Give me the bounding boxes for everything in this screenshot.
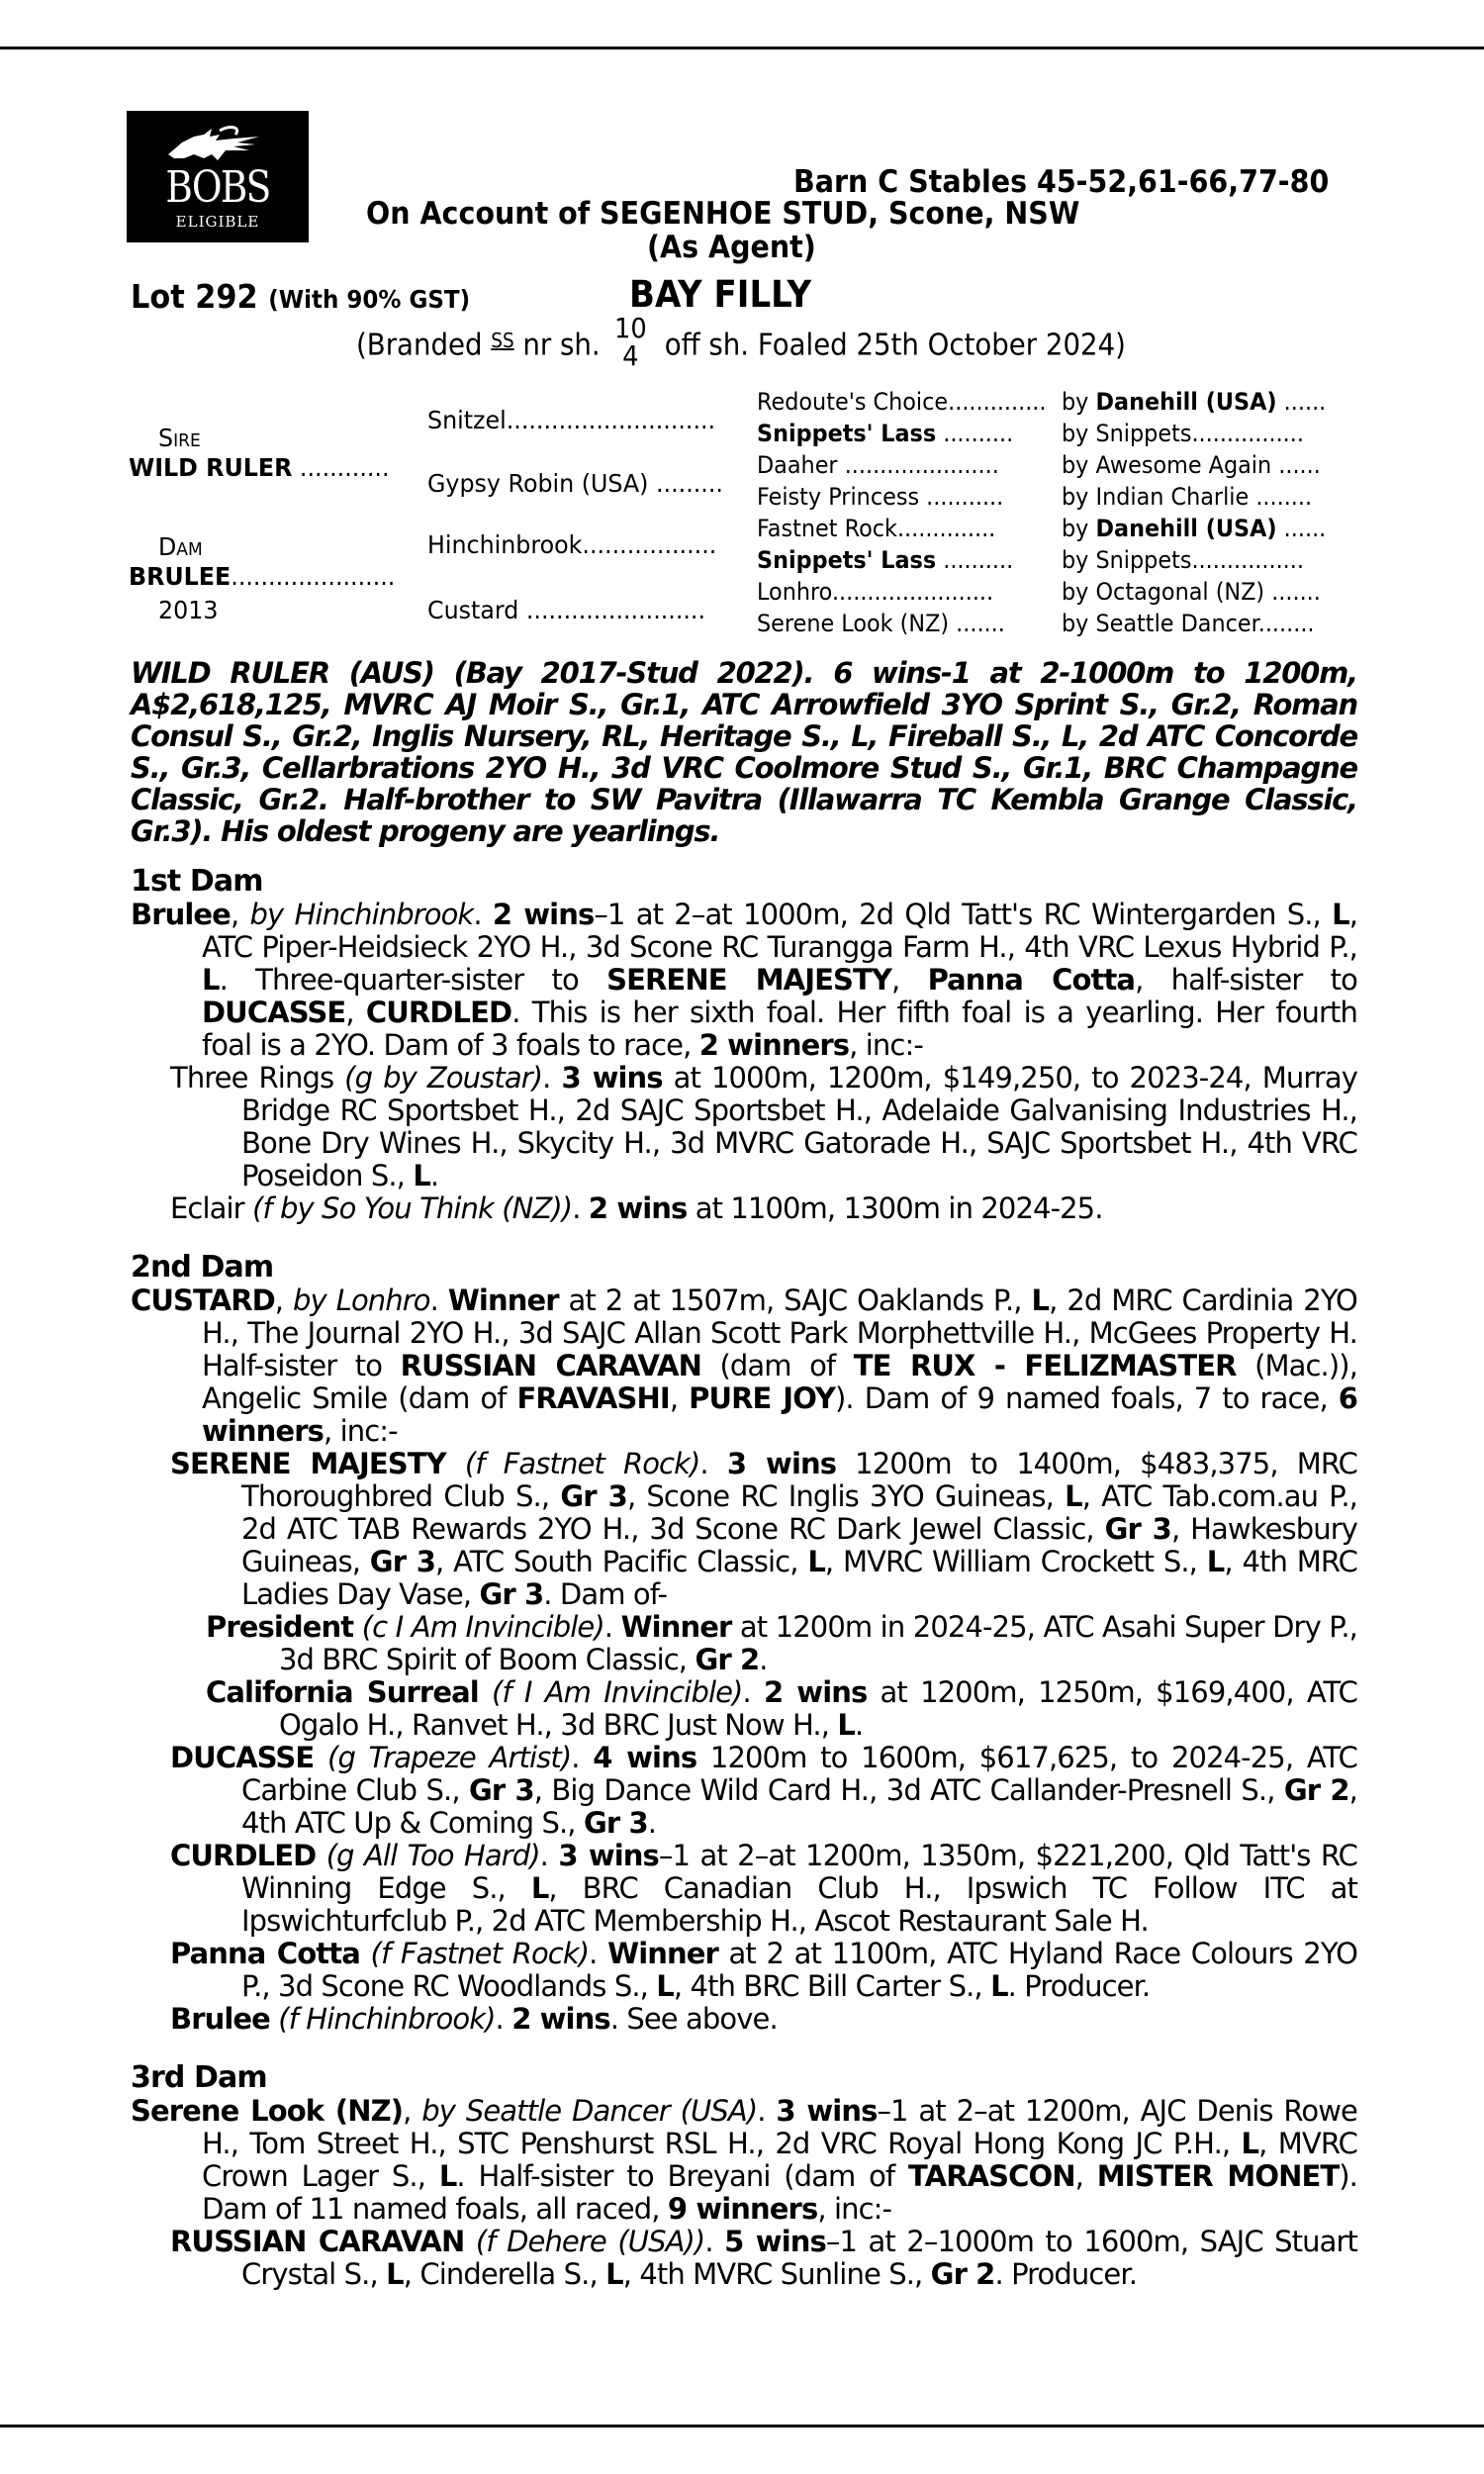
leader-dots: ...... — [1276, 388, 1327, 416]
by-label: by — [1062, 420, 1096, 447]
sire-name: Seattle Dancer — [1095, 610, 1258, 637]
dam-name — [129, 562, 395, 591]
g3-row-sire — [1062, 420, 1384, 447]
progeny-entry: President (c I Am Invincible). Winner at 1200m in 2024-25, ATC Asahi Super Dry P., 3d BRC Spirit of Boom Classic, Gr 2. — [206, 1610, 1357, 1676]
g3-row-name — [757, 610, 1061, 637]
leader-dots: ........ — [1257, 610, 1315, 637]
horse-name: Redoute's Choice — [757, 388, 949, 416]
pedigree-table — [129, 384, 1355, 649]
horse-name: Lonhro — [757, 578, 832, 606]
g3-row-name — [757, 515, 1061, 542]
sire-sire — [427, 406, 715, 434]
leader-dots: ............ — [292, 453, 390, 482]
g3-row-sire — [1062, 578, 1384, 606]
g3-row-name — [757, 483, 1061, 511]
horse-name: Fastnet Rock — [757, 515, 897, 542]
by-label: by — [1062, 388, 1096, 416]
leader-dots: ....................... — [831, 578, 994, 606]
progeny-entry: SERENE MAJESTY (f Fastnet Rock). 3 wins 1200m to 1400m, $483,375, MRC Thoroughbred Club S., Gr 3, Scone RC Inglis 3YO Guineas, L, ATC Tab.com.au P., 2d ATC TAB Rewards 2YO H., 3d Scone RC Dark Jewel Classic, Gr 3, Hawkesbury Guineas, Gr 3, ATC South Pacific Classic, L, MVRC William Crockett S., L, 4th MRC Ladies Day Vase, Gr 3. Dam of- — [170, 1447, 1358, 1611]
by-label: by — [1062, 451, 1096, 479]
dam-year: 2013 — [158, 596, 219, 624]
by-label: by — [1062, 515, 1096, 542]
sire-label: Sire — [158, 424, 201, 452]
branded-prefix: (Branded — [356, 328, 483, 363]
branded-suffix: off sh. Foaled 25th October 2024) — [664, 328, 1126, 363]
leader-dots: ................ — [1191, 420, 1304, 447]
sire-name: Awesome Again — [1095, 451, 1272, 479]
leader-dots: ........................ — [518, 596, 706, 624]
horse-name: Snitzel — [427, 406, 507, 434]
by-label: by — [1062, 483, 1096, 511]
leader-dots: .................. — [582, 530, 717, 559]
horse-name: Snippets' Lass — [757, 420, 937, 447]
leader-dots: ....... — [949, 610, 1005, 637]
dam-entry: CUSTARD, by Lonhro. Winner at 2 at 1507m, SAJC Oaklands P., L, 2d MRC Cardinia 2YO H., The Journal 2YO H., 3d SAJC Allan Scott Park Morphettville H., McGees Property H. Half-sister to RUSSIAN CARAVAN (dam of TE RUX - FELIZMASTER (Mac.)), Angelic Smile (dam of FRAVASHI, PURE JOY). Dam of 9 named foals, 7 to race, 6 winners, inc:- — [131, 1284, 1358, 1448]
dam-dam — [427, 596, 705, 624]
horse-name: Snippets' Lass — [757, 546, 937, 574]
progeny-entry: CURDLED (g All Too Hard). 3 wins–1 at 2–at 1200m, 1350m, $221,200, Qld Tatt's RC Winning Edge S., L, BRC Canadian Club H., Ipswich TC Follow ITC at Ipswichturfclub P., 2d ATC Membership H., Ascot Restaurant Sale H. — [170, 1839, 1358, 1938]
sire-name: Snippets — [1095, 420, 1192, 447]
section-heading: 3rd Dam — [131, 2060, 267, 2095]
g3-row-sire — [1062, 451, 1384, 479]
leader-dots: ......... — [648, 469, 723, 498]
dam-lines — [131, 859, 1357, 2291]
section-heading: 2nd Dam — [131, 1250, 274, 1285]
sire-dam — [427, 469, 723, 498]
section-gap — [131, 1225, 1357, 1245]
dam-entry: Brulee, by Hinchinbrook. 2 wins–1 at 2–at 1000m, 2d Qld Tatt's RC Wintergarden S., L, ATC Piper-Heidsieck 2YO H., 3d Scone RC Turangga Farm H., 4th VRC Lexus Hybrid P., L. Three-quarter-sister to SERENE MAJESTY, Panna Cotta, half-sister to DUCASSE, CURDLED. This is her sixth foal. Her fifth foal is a yearling. Her fourth foal is a 2YO. Dam of 3 foals to race, 2 winners, inc:- — [131, 898, 1358, 1062]
lot-label: Lot 292 — [131, 277, 258, 316]
leader-dots: ...... — [1271, 451, 1321, 479]
leader-dots: .............. — [896, 515, 996, 542]
sire-name: Danehill (USA) — [1095, 515, 1277, 542]
leader-dots: ...................... — [231, 562, 396, 591]
top-divider — [0, 47, 1484, 49]
dam-entry: Serene Look (NZ), by Seattle Dancer (USA). 3 wins–1 at 2–at 1200m, AJC Denis Rowe H., Tom Street H., STC Penshurst RSL H., 2d VRC Royal Hong Kong JC P.H., L, MVRC Crown Lager S., L. Half-sister to Breyani (dam of TARASCON, MISTER MONET). Dam of 11 named foals, all raced, 9 winners, inc:- — [131, 2094, 1357, 2226]
progeny-entry: Three Rings (g by Zoustar). 3 wins at 1000m, 1200m, $149,250, to 2023-24, Murray Bridge RC Sportsbet H., 2d SAJC Sportsbet H., Adelaide Galvanising Industries H., Bone Dry Wines H., Skycity H., 3d MVRC Gatorade H., SAJC Sportsbet H., 4th VRC Poseidon S., L. — [170, 1061, 1358, 1192]
sire-name: Danehill (USA) — [1095, 388, 1277, 416]
progeny-entry: RUSSIAN CARAVAN (f Dehere (USA)). 5 wins–1 at 2–1000m to 1600m, SAJC Stuart Crystal S., L, Cinderella S., L, 4th MVRC Sunline S., Gr 2. Producer. — [170, 2225, 1357, 2291]
g3-row-name — [757, 420, 1061, 447]
horse-name: Daaher — [757, 451, 838, 479]
horse-name: Hinchinbrook — [427, 530, 583, 559]
dam-sire — [427, 530, 716, 559]
section-2nd-dam — [131, 1225, 1357, 2036]
bottom-divider — [0, 2425, 1484, 2427]
leader-dots: ....... — [1264, 578, 1321, 606]
branded-mid: nr sh. — [522, 328, 601, 363]
leader-dots: ...... — [1276, 515, 1327, 542]
gst-note: (With 90% GST) — [268, 285, 471, 314]
section-1st-dam — [131, 865, 1357, 1225]
dam-name-text: BRULEE — [129, 562, 232, 591]
leader-dots: ........ — [1249, 483, 1313, 511]
g3-row-name — [757, 578, 1061, 606]
horse-name: Feisty Princess — [757, 483, 920, 511]
brand-mark-icon: SS — [491, 328, 514, 352]
section-gap — [131, 2036, 1357, 2055]
bobs-eligible-logo — [127, 111, 309, 242]
sire-name: Octagonal (NZ) — [1095, 578, 1265, 606]
section-3rd-dam — [131, 2036, 1357, 2291]
g3-row-sire — [1062, 388, 1384, 416]
leader-dots: ............................ — [506, 406, 716, 434]
horse-name: Gypsy Robin (USA) — [427, 469, 649, 498]
sire-name: Indian Charlie — [1095, 483, 1250, 511]
g3-row-sire — [1062, 515, 1384, 542]
g3-row-name — [757, 546, 1061, 574]
vendor-account: On Account of SEGENHOE STUD, Scone, NSW — [366, 196, 1080, 232]
g3-row-sire — [1062, 546, 1384, 574]
lot-number — [131, 277, 470, 316]
sire-name: Snippets — [1095, 546, 1192, 574]
by-label: by — [1062, 610, 1096, 637]
fraction-top: 10 — [613, 312, 647, 344]
logo-text: BOBS — [165, 162, 270, 213]
by-label: by — [1062, 546, 1096, 574]
progeny-entry: Eclair (f by So You Think (NZ)). 2 wins at 1100m, 1300m in 2024-25. — [170, 1191, 1103, 1225]
progeny-entry: Brulee (f Hinchinbrook). 2 wins. See above. — [170, 2002, 778, 2036]
progeny-entry: California Surreal (f I Am Invincible). 2 wins at 1200m, 1250m, $169,400, ATC Ogalo H., Ranvet H., 3d BRC Just Now H., L. — [206, 1675, 1357, 1742]
sire-name-text: WILD RULER — [129, 453, 293, 482]
brand-number-fraction — [613, 312, 647, 372]
sire-name — [129, 453, 390, 482]
sire-biography: WILD RULER (AUS) (Bay 2017-Stud 2022). 6 wins-1 at 2-1000m to 1200m, A$2,618,125, MVRC AJ Moir S., Gr.1, ATC Arrowfield 3YO Sprint S., Gr.2, Roman Consul S., Gr.2, Inglis Nursery, RL, Heritage S., L, Fireball S., L, 2d ATC Concorde S., Gr.3, Cellarbrations 2YO H., 3d VRC Coolmore Stud S., Gr.1, BRC Champagne Classic, Gr.2. Half-brother to SW Pavitra (Illawarra TC Kembla Grange Classic, Gr.3). His oldest progeny are yearlings. — [131, 656, 1357, 848]
progeny-entry: Panna Cotta (f Fastnet Rock). Winner at 2 at 1100m, ATC Hyland Race Colours 2YO P., 3d Scone RC Woodlands S., L, 4th BRC Bill Carter S., L. Producer. — [170, 1937, 1357, 2003]
dam-label: Dam — [158, 532, 203, 561]
leader-dots: ........... — [919, 483, 1004, 511]
colour-sex: BAY FILLY — [629, 273, 812, 316]
logo-subtext: ELIGIBLE — [175, 213, 260, 231]
leader-dots: .............. — [948, 388, 1047, 416]
leader-dots: ................ — [1191, 546, 1304, 574]
leader-dots: ...................... — [837, 451, 999, 479]
progeny-entry: DUCASSE (g Trapeze Artist). 4 wins 1200m to 1600m, $617,625, to 2024-25, ATC Carbine Club S., Gr 3, Big Dance Wild Card H., 3d ATC Callander-Presnell S., Gr 2, 4th ATC Up & Coming S., Gr 3. — [170, 1741, 1358, 1840]
fraction-bottom: 4 — [622, 339, 639, 372]
g3-row-name — [757, 388, 1061, 416]
horse-name: Serene Look (NZ) — [757, 610, 950, 637]
leader-dots: .......... — [936, 546, 1014, 574]
leader-dots: .......... — [936, 420, 1014, 447]
by-label: by — [1062, 578, 1096, 606]
horse-name: Custard — [427, 596, 519, 624]
g3-row-sire — [1062, 483, 1384, 511]
agent-note: (As Agent) — [647, 230, 816, 265]
barn-location: Barn C Stables 45-52,61-66,77-80 — [793, 164, 1330, 200]
g3-row-sire — [1062, 610, 1384, 637]
section-heading: 1st Dam — [131, 864, 263, 899]
brand-description — [356, 312, 1126, 374]
g3-row-name — [757, 451, 1061, 479]
